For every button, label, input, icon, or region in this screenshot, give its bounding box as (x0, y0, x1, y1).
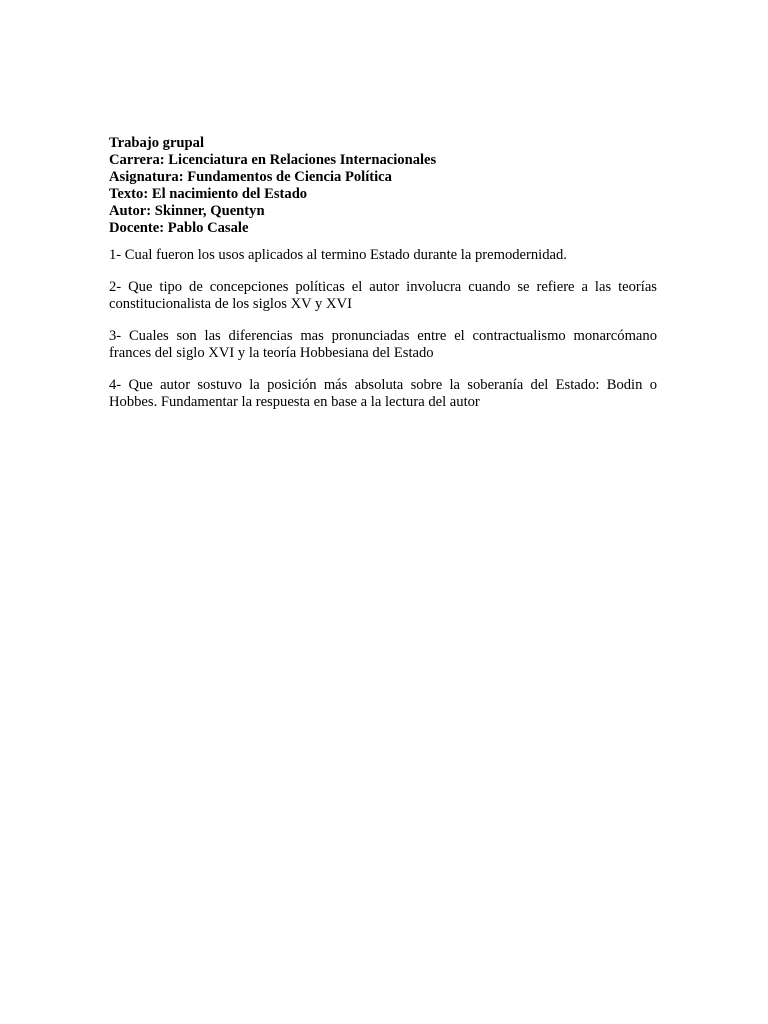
author-line: Autor: Skinner, Quentyn (109, 203, 265, 219)
subject-line: Asignatura: Fundamentos de Ciencia Política (109, 169, 392, 185)
teacher-line: Docente: Pablo Casale (109, 220, 249, 236)
question-4: 4- Que autor sostuvo la posición más absoluta sobre la soberanía del Estado: Bodin o Hobbes. Fundamentar la respuesta en base a la lectura del autor (109, 377, 657, 410)
question-2: 2- Que tipo de concepciones políticas el autor involucra cuando se refiere a las teorías constitucionalista de los siglos XV y XVI (109, 279, 657, 312)
text-line: Texto: El nacimiento del Estado (109, 186, 308, 202)
assignment-header (109, 135, 657, 237)
question-1: 1- Cual fueron los usos aplicados al termino Estado durante la premodernidad. (109, 247, 567, 263)
document-body (109, 135, 657, 426)
questions-list (109, 247, 657, 411)
career-line: Carrera: Licenciatura en Relaciones Internacionales (109, 152, 437, 168)
question-3: 3- Cuales son las diferencias mas pronunciadas entre el contractualismo monarcómano frances del siglo XVI y la teoría Hobbesiana del Estado (109, 328, 657, 361)
assignment-title: Trabajo grupal (109, 135, 205, 151)
